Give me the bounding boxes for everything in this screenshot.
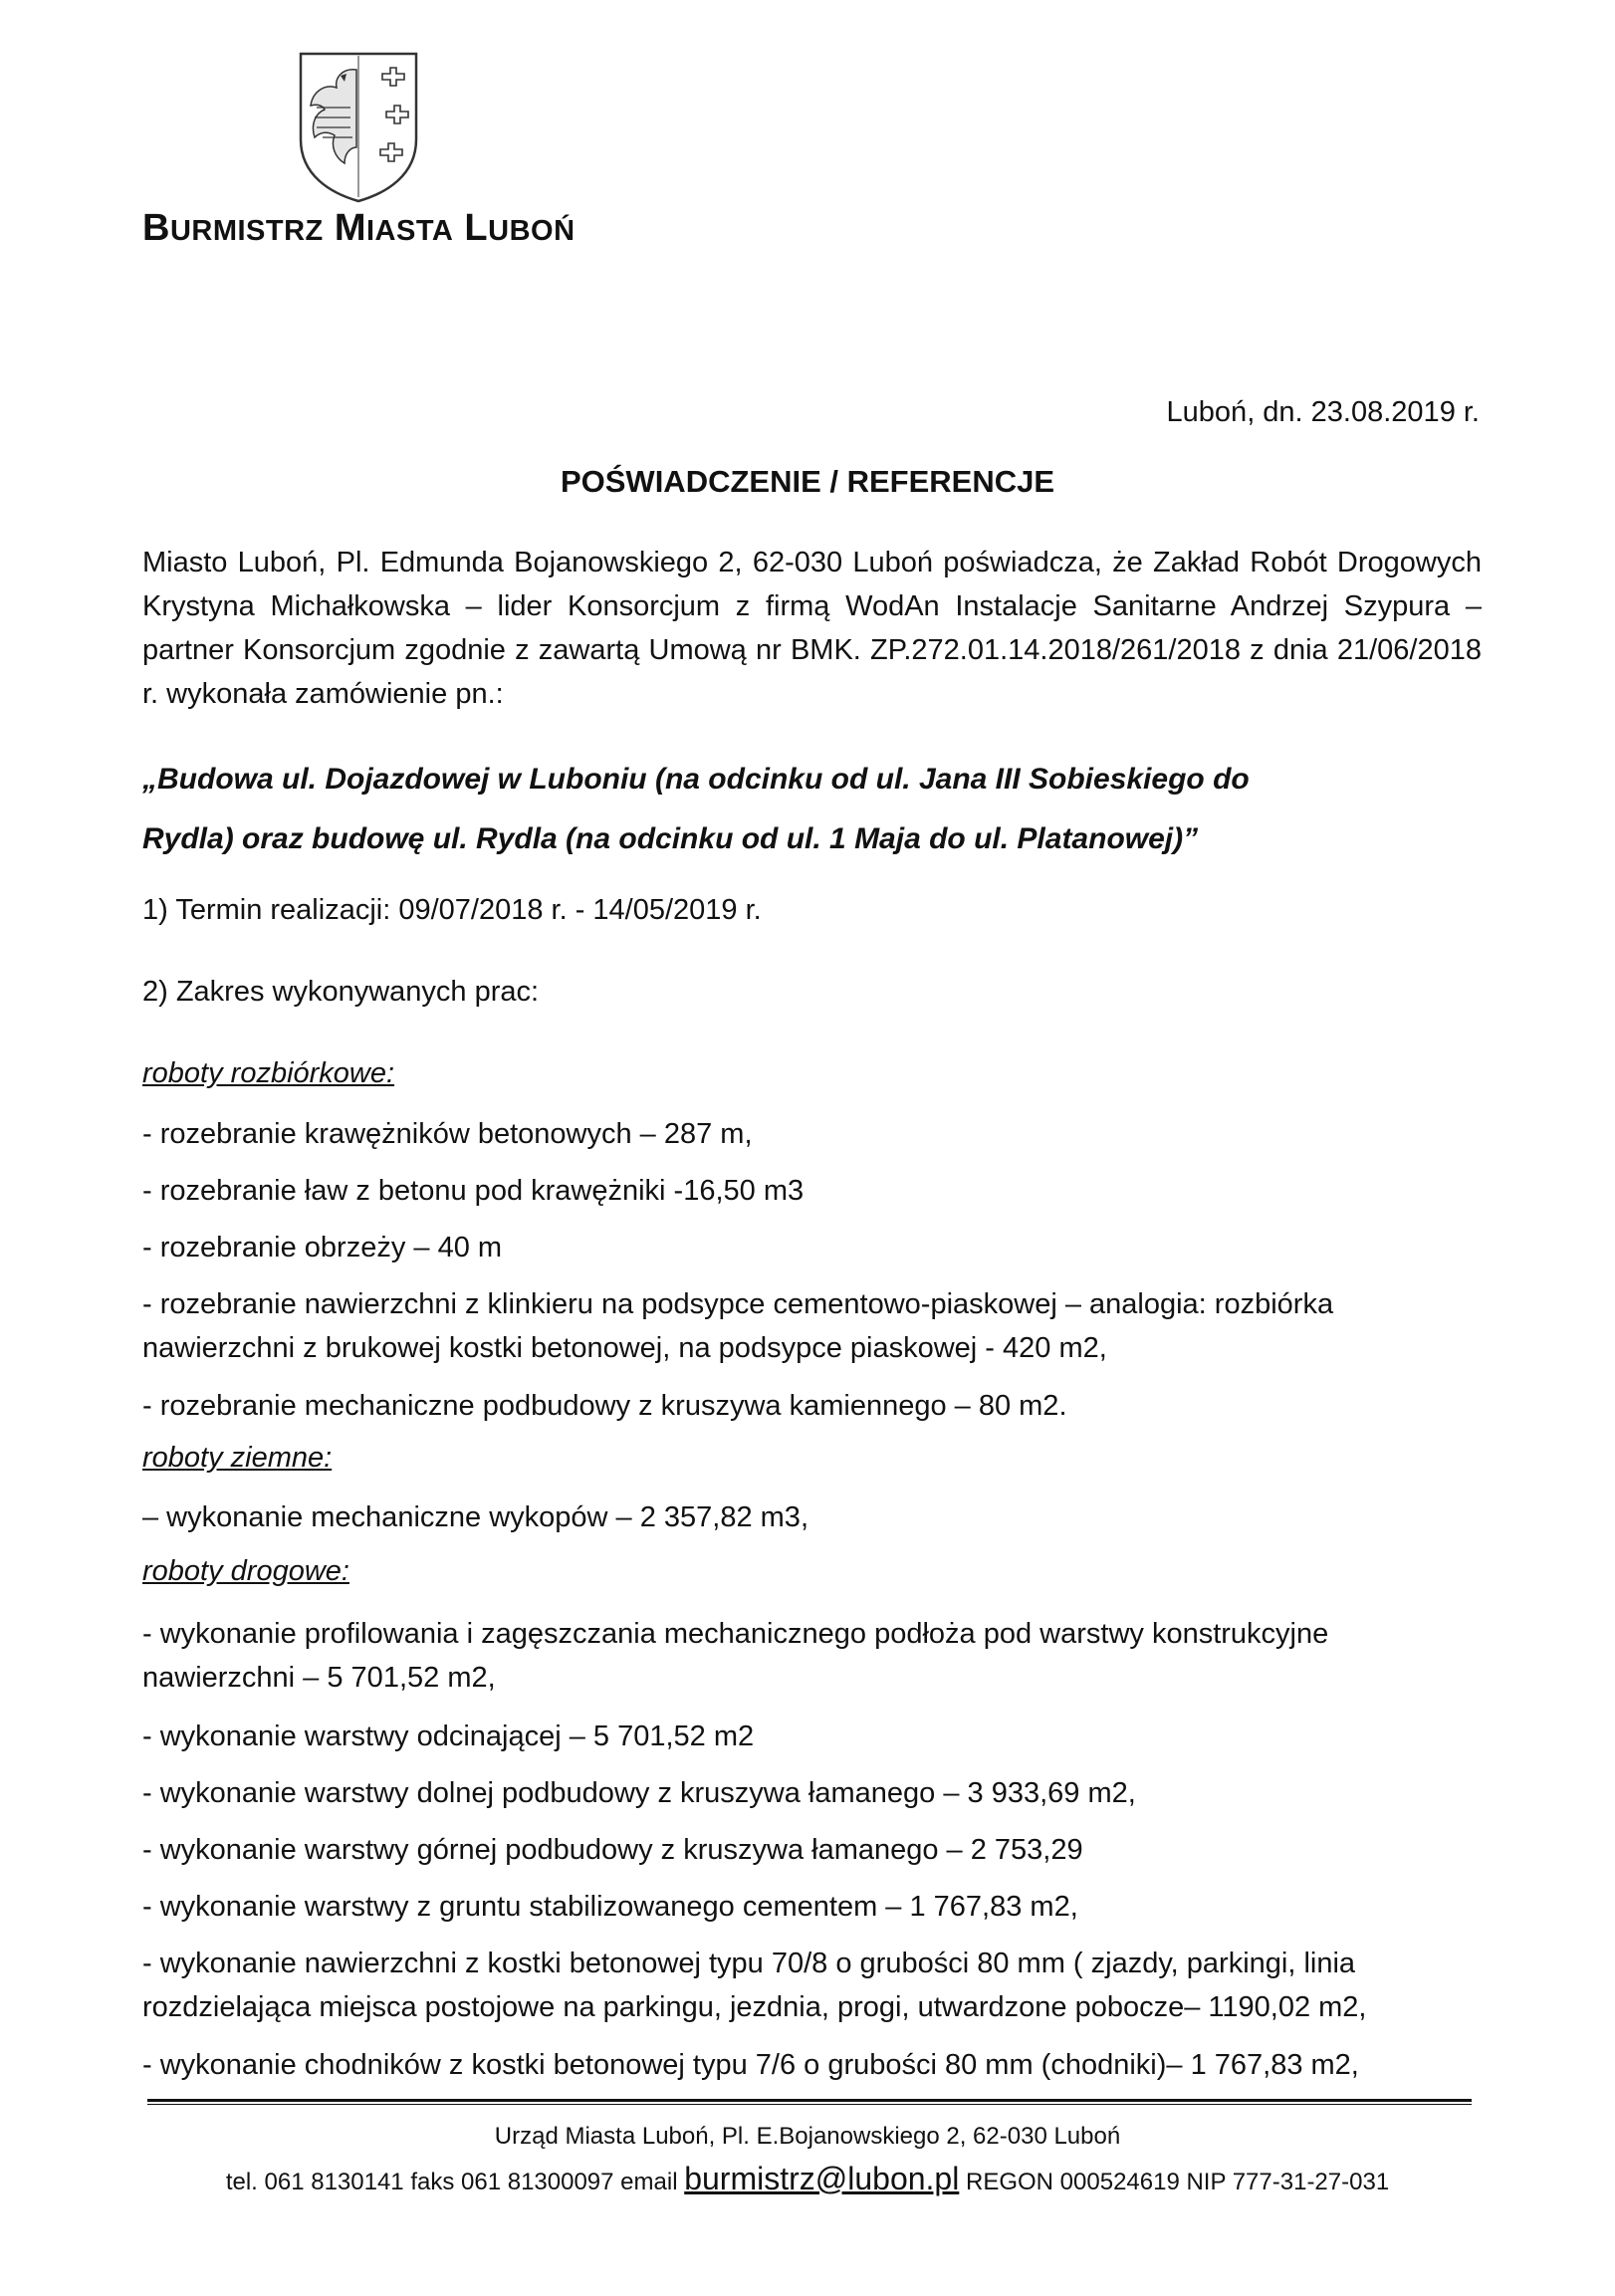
contract-task-title — [142, 750, 1482, 869]
authority-name — [142, 207, 576, 250]
intro-paragraph: Miasto Luboń, Pl. Edmunda Bojanowskiego 2, 62-030 Luboń poświadcza, że Zakład Robót Drogowych Krystyna Michałkowska – lider Konsorcjum z firmą WodAn Instalacje Sanitarne Andrzej Szypura – partner Konsorcjum zgodnie z zawartą Umową nr BMK. ZP.272.01.14.2018/261/2018 z dnia 21/06/2018 r. wykonała zamówienie pn.: — [142, 547, 1482, 710]
coat-of-arms-logo — [295, 48, 422, 205]
earthworks-item: – wykonanie mechaniczne wykopów – 2 357,82 m3, — [142, 1501, 808, 1533]
footer-registry-numbers: REGON 000524619 NIP 777-31-27-031 — [959, 2169, 1390, 2195]
roadworks-item: - wykonanie warstwy górnej podbudowy z kruszywa łamanego – 2 753,29 — [142, 1834, 1083, 1866]
scope-heading: 2) Zakres wykonywanych prac: — [142, 976, 540, 1008]
authority-word-rest-2: IASTA — [366, 215, 454, 247]
roadworks-item: - wykonanie nawierzchni z kostki betonowej typu 70/8 o grubości 80 mm ( zjazdy, parkingi, linia rozdzielająca miejsca postojowe na parkingu, jezdnia, progi, utwardzone pobocze– 1190,02 m2, — [142, 1948, 1367, 2023]
demolition-item: - rozebranie obrzeży – 40 m — [142, 1232, 503, 1263]
roadworks-item: - wykonanie warstwy z gruntu stabilizowanego cementem – 1 767,83 m2, — [142, 1891, 1078, 1923]
section-roadworks-heading: roboty drogowe: — [142, 1555, 349, 1587]
footer-divider — [147, 2099, 1472, 2105]
realization-term: 1) Termin realizacji: 09/07/2018 r. - 14/05/2019 r. — [142, 894, 762, 926]
demolition-item: - rozebranie krawężników betonowych – 287 m, — [142, 1118, 753, 1150]
section-earthworks-heading: roboty ziemne: — [142, 1442, 333, 1474]
footer-contact — [0, 2161, 1615, 2197]
section-demolition-heading: roboty rozbiórkowe: — [142, 1057, 395, 1089]
authority-initial-m: M — [334, 207, 366, 249]
footer-phone-fax: tel. 061 8130141 faks 061 81300097 email — [225, 2169, 685, 2195]
authority-initial-l: L — [464, 207, 489, 249]
footer-address: Urząd Miasta Luboń, Pl. E.Bojanowskiego 2, 62-030 Luboń — [494, 2123, 1121, 2150]
footer-email-link[interactable]: burmistrz@lubon.pl — [684, 2161, 960, 2196]
authority-word-rest-3: UBOŃ — [488, 215, 576, 247]
authority-initial-b: B — [142, 207, 170, 249]
document-title: POŚWIADCZENIE / REFERENCJE — [560, 464, 1055, 499]
document-date: Luboń, dn. 23.08.2019 r. — [1166, 396, 1480, 428]
roadworks-item: - wykonanie chodników z kostki betonowej typu 7/6 o grubości 80 mm (chodniki)– 1 767,83 m2, — [142, 2049, 1359, 2081]
authority-word-rest-1: URMISTRZ — [169, 215, 324, 247]
roadworks-item: - wykonanie warstwy dolnej podbudowy z kruszywa łamanego – 3 933,69 m2, — [142, 1777, 1136, 1809]
demolition-item: - rozebranie mechaniczne podbudowy z kruszywa kamiennego – 80 m2. — [142, 1390, 1067, 1422]
roadworks-item: - wykonanie profilowania i zagęszczania mechanicznego podłoża pod warstwy konstrukcyjne nawierzchni – 5 701,52 m2, — [142, 1618, 1329, 1694]
task-title-line-2: Rydla) oraz budowę ul. Rydla (na odcinku od ul. 1 Maja do ul. Platanowej)” — [142, 822, 1199, 855]
demolition-item: - rozebranie nawierzchni z klinkieru na podsypce cementowo-piaskowej – analogia: rozbiórka nawierzchni z brukowej kostki betonowej, na podsypce piaskowej - 420 m2, — [142, 1288, 1334, 1364]
roadworks-item: - wykonanie warstwy odcinającej – 5 701,52 m2 — [142, 1721, 755, 1752]
demolition-item: - rozebranie ław z betonu pod krawężniki -16,50 m3 — [142, 1175, 805, 1207]
task-title-line-1: „Budowa ul. Dojazdowej w Luboniu (na odcinku od ul. Jana III Sobieskiego do — [142, 763, 1250, 796]
